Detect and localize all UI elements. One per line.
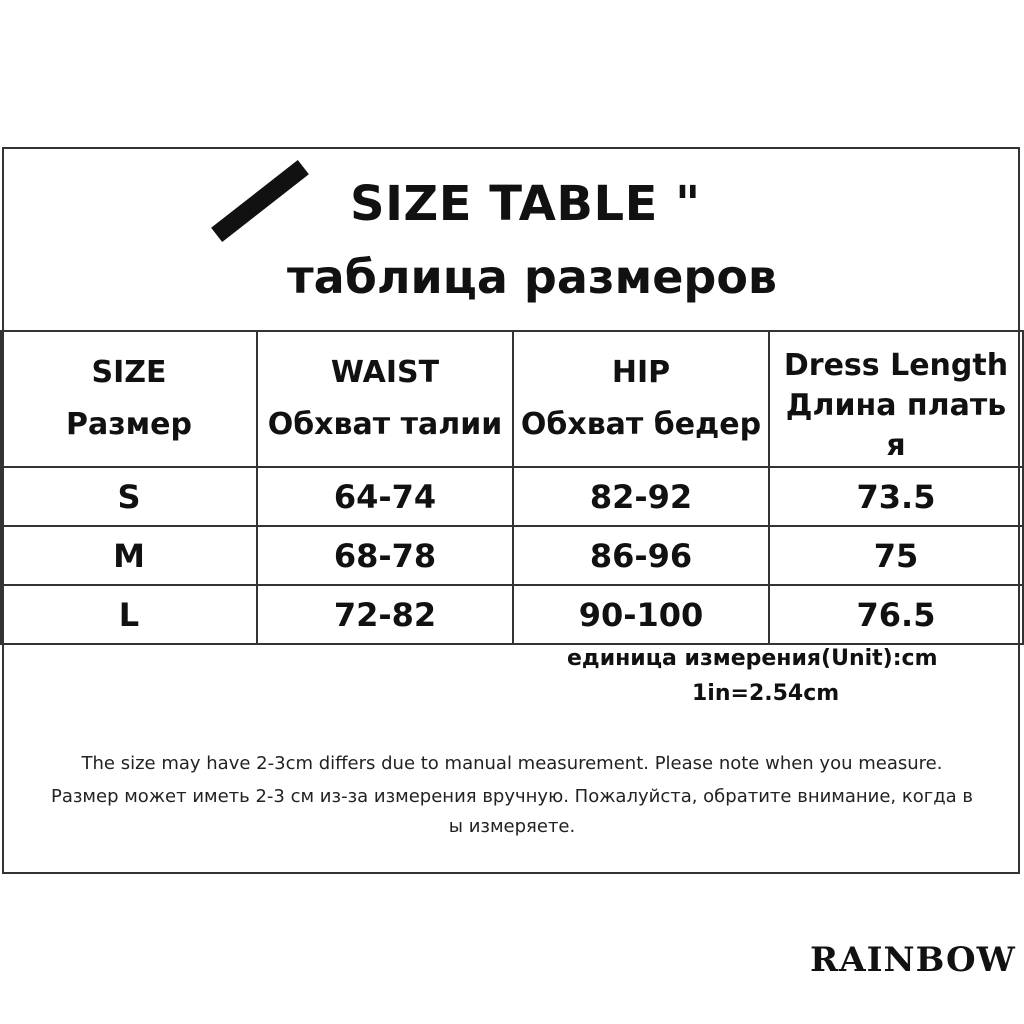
cell-size: M [1, 526, 257, 585]
header-dress-length-ru-wrap: я [886, 428, 906, 463]
header-hip-ru: Обхват бедер [520, 407, 762, 442]
cell-hip: 82-92 [513, 467, 769, 526]
cell-size: L [1, 585, 257, 644]
cell-waist: 72-82 [257, 585, 513, 644]
cell-dress-length: 73.5 [769, 467, 1023, 526]
header-hip-en: HIP [611, 355, 671, 390]
header-size-ru: Размер [65, 407, 192, 442]
header-waist-en: WAIST [330, 355, 440, 390]
header-waist [257, 331, 513, 467]
header-dress-length-ru: Длина плать [785, 388, 1007, 423]
note-english: The size may have 2-3cm differs due to manual measurement. Please note when you measure. [81, 753, 943, 774]
cell-hip: 86-96 [513, 526, 769, 585]
cell-waist: 64-74 [257, 467, 513, 526]
cell-hip: 90-100 [513, 585, 769, 644]
note-russian-line2: ы измеряете. [448, 816, 576, 837]
title-russian: таблица размеров [287, 250, 778, 304]
unit-conversion: 1in=2.54cm [692, 681, 840, 706]
table-header-row [1, 331, 1023, 467]
unit-label: единица измерения(Unit):cm [567, 646, 938, 671]
header-size [1, 331, 257, 467]
cell-waist: 68-78 [257, 526, 513, 585]
header-waist-ru: Обхват талии [267, 407, 503, 442]
cell-dress-length: 75 [769, 526, 1023, 585]
header-dress-length-en: Dress Length [783, 348, 1009, 383]
header-hip [513, 331, 769, 467]
note-russian-line1: Размер может иметь 2-3 см из-за измерения вручную. Пожалуйста, обратите внимание, когда в [50, 786, 974, 807]
table-row [1, 585, 1023, 644]
size-table [0, 330, 1024, 645]
brand-watermark: RAINBOW [810, 940, 1016, 980]
header-size-en: SIZE [91, 355, 167, 390]
title-english: SIZE TABLE " [350, 176, 701, 232]
table-row [1, 526, 1023, 585]
table-row [1, 467, 1023, 526]
header-dress-length [769, 331, 1023, 467]
cell-dress-length: 76.5 [769, 585, 1023, 644]
cell-size: S [1, 467, 257, 526]
